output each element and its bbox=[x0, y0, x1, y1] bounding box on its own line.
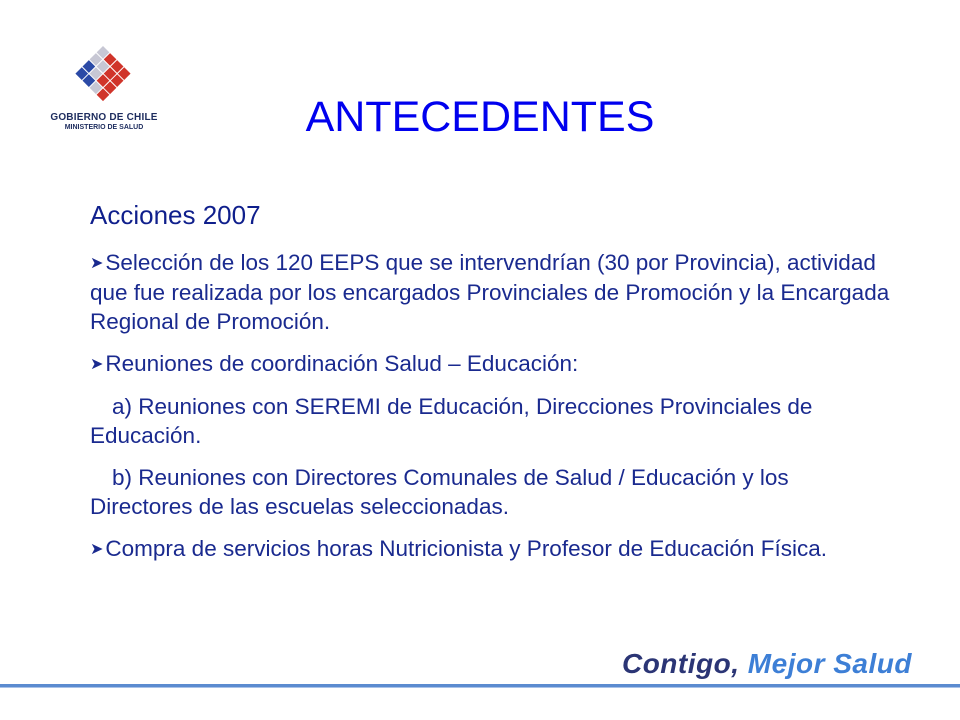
arrow-right-icon: ➤ bbox=[90, 255, 104, 272]
arrow-right-icon: ➤ bbox=[90, 541, 104, 558]
logo-line1: GOBIERNO DE CHILE bbox=[50, 112, 158, 123]
sub-item-text: b) Reuniones con Directores Comunales de Salud / Educación y los Directores de las escuelas seleccionadas. bbox=[90, 465, 789, 519]
arrow-right-icon: ➤ bbox=[90, 356, 104, 373]
bullet-item bbox=[90, 534, 890, 564]
slogan-part1: Contigo, bbox=[621, 648, 740, 679]
slide-body bbox=[90, 248, 890, 577]
footer-slogan bbox=[622, 648, 912, 680]
slogan-part2: Mejor Salud bbox=[747, 648, 912, 679]
sub-item-text: a) Reuniones con SEREMI de Educación, Direcciones Provinciales de Educación. bbox=[90, 394, 813, 448]
bullet-item bbox=[90, 248, 890, 336]
footer-divider-light bbox=[0, 687, 960, 688]
sub-item bbox=[90, 463, 890, 521]
bullet-text: Reuniones de coordinación Salud – Educación: bbox=[105, 351, 579, 376]
bullet-text: Selección de los 120 EEPS que se intervendrían (30 por Provincia), actividad que fue realizada por los encargados Provinciales de Promoción y la Encargada Regional de Promoción. bbox=[90, 250, 890, 334]
slide-title: ANTECEDENTES bbox=[305, 93, 655, 141]
section-subtitle: Acciones 2007 bbox=[90, 200, 261, 230]
sub-item bbox=[90, 392, 890, 450]
bullet-text: Compra de servicios horas Nutricionista y Profesor de Educación Física. bbox=[105, 536, 827, 561]
bullet-item bbox=[90, 349, 890, 379]
logo-line2: MINISTERIO DE SALUD bbox=[64, 124, 144, 131]
